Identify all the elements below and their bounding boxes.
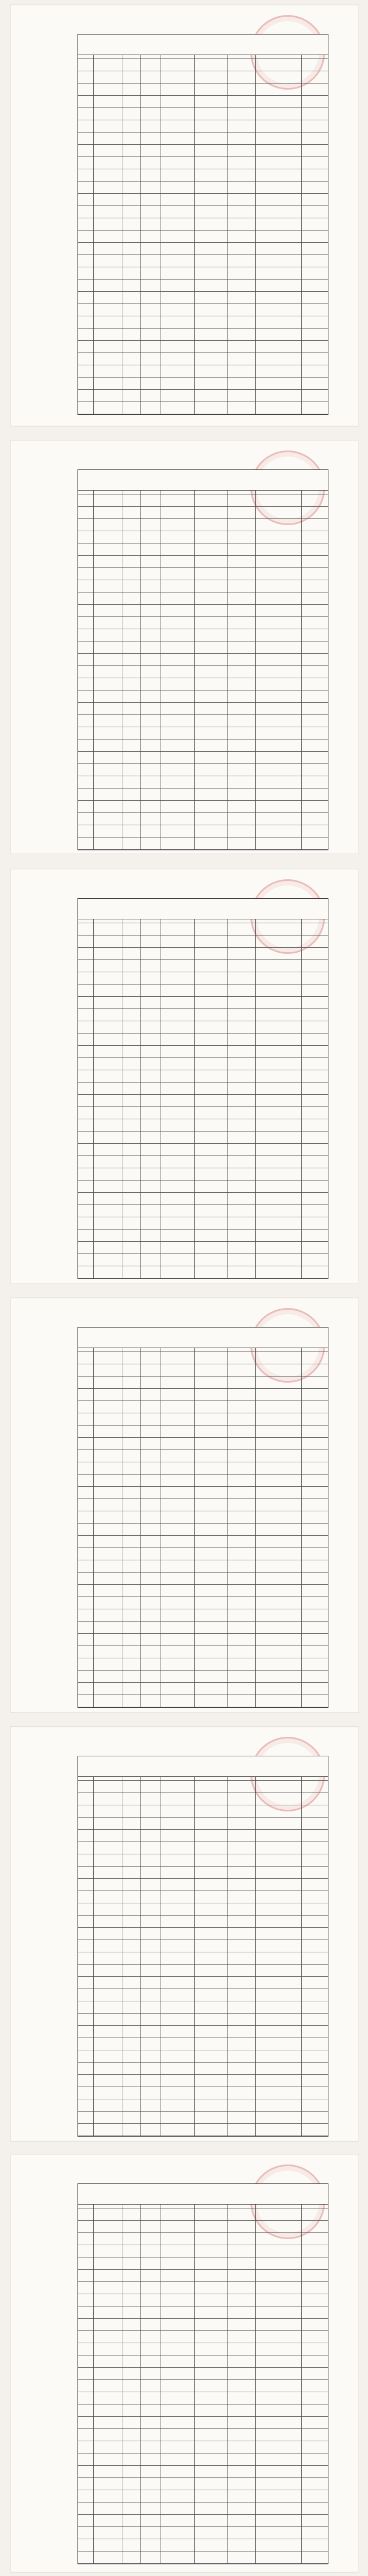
table-header	[78, 35, 328, 55]
table-header	[78, 2184, 328, 2205]
document-page-6	[10, 2154, 359, 2573]
table-header	[78, 470, 328, 491]
table	[78, 1756, 328, 2137]
table-header	[78, 1328, 328, 1348]
table	[78, 1327, 328, 1708]
document-page-5	[10, 1726, 359, 2142]
table	[78, 469, 328, 850]
document-page-3	[10, 869, 359, 1284]
table	[78, 2183, 328, 2564]
document-page-4	[10, 1297, 359, 1713]
table	[78, 34, 328, 415]
table-header	[78, 1756, 328, 1777]
document-page-1	[10, 4, 359, 427]
table-header	[78, 899, 328, 919]
table	[78, 898, 328, 1279]
document-page-2	[10, 440, 359, 854]
